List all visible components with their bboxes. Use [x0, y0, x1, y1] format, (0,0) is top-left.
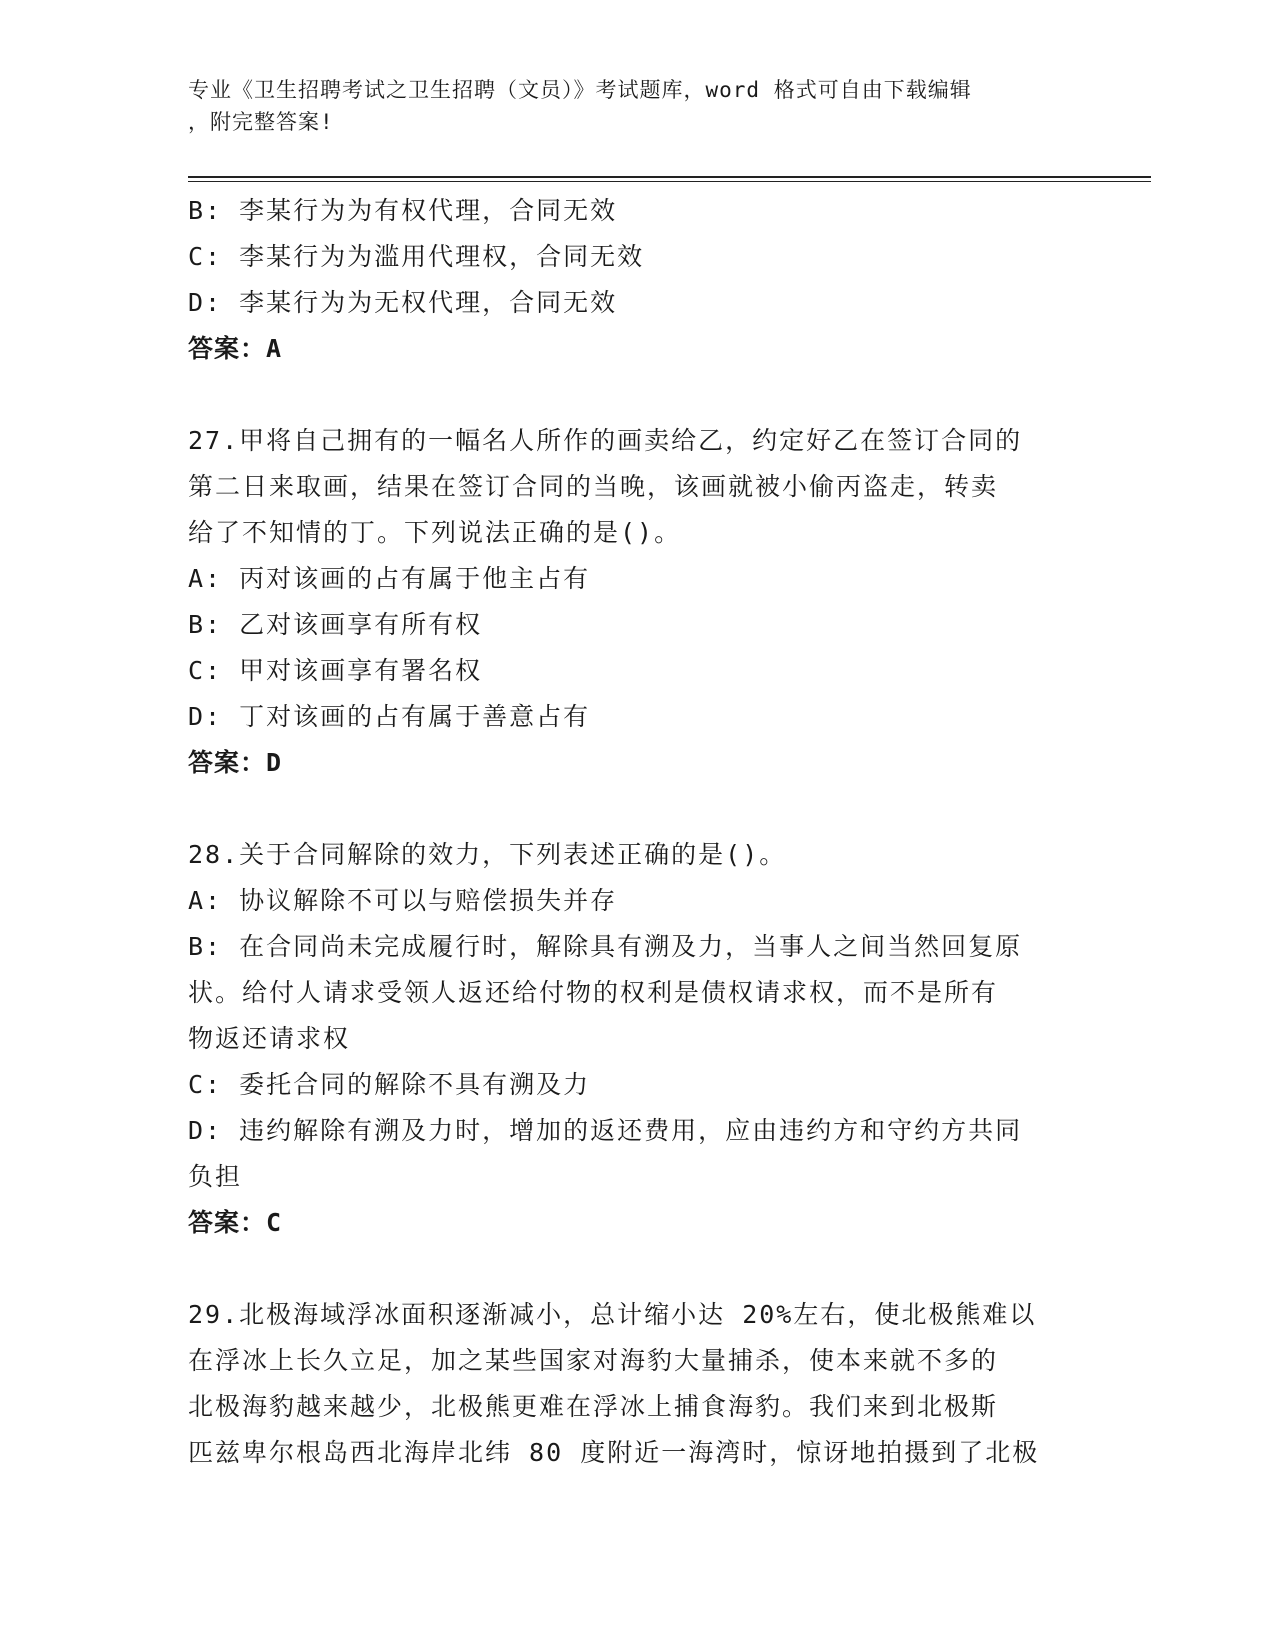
- question-27: [188, 418, 1068, 786]
- q26-option-c: C: 李某行为为滥用代理权，合同无效: [188, 242, 645, 271]
- q27-option-c: C: 甲对该画享有署名权: [188, 656, 483, 685]
- spacer: [188, 372, 1068, 418]
- question-26: [188, 188, 1068, 372]
- q29-stem-line-4: 匹兹卑尔根岛西北海岸北纬 80 度附近一海湾时，惊讶地拍摄到了北极: [188, 1438, 1040, 1467]
- question-29: [188, 1292, 1068, 1476]
- header-line-2: ，附完整答案!: [188, 110, 334, 134]
- spacer: [188, 786, 1068, 832]
- q29-stem-line-2: 在浮冰上长久立足，加之某些国家对海豹大量捕杀，使本来就不多的: [188, 1346, 999, 1375]
- q27-stem-line-1: 27.甲将自己拥有的一幅名人所作的画卖给乙，约定好乙在签订合同的: [188, 426, 1023, 455]
- q26-answer: 答案：A: [188, 334, 283, 363]
- q27-option-d: D: 丁对该画的占有属于善意占有: [188, 702, 591, 731]
- q28-option-c: C: 委托合同的解除不具有溯及力: [188, 1070, 591, 1099]
- header-divider: [188, 176, 1151, 182]
- q28-option-b-line-2: 状。给付人请求受领人返还给付物的权利是债权请求权，而不是所有: [188, 978, 999, 1007]
- document-body: [188, 188, 1068, 1476]
- q26-option-d: D: 李某行为为无权代理，合同无效: [188, 288, 618, 317]
- q28-stem: 28.关于合同解除的效力，下列表述正确的是()。: [188, 840, 787, 869]
- q27-stem-line-3: 给了不知情的丁。下列说法正确的是()。: [188, 518, 682, 547]
- document-header: [188, 74, 1088, 138]
- spacer: [188, 1246, 1068, 1292]
- q27-option-b: B: 乙对该画享有所有权: [188, 610, 483, 639]
- question-28: [188, 832, 1068, 1246]
- q28-option-d-line-1: D: 违约解除有溯及力时，增加的返还费用，应由违约方和守约方共同: [188, 1116, 1023, 1145]
- q27-answer: 答案：D: [188, 748, 283, 777]
- q29-stem-line-1: 29.北极海域浮冰面积逐渐减小，总计缩小达 20%左右，使北极熊难以: [188, 1300, 1037, 1329]
- header-line-1: 专业《卫生招聘考试之卫生招聘（文员）》考试题库，word 格式可自由下载编辑: [188, 78, 972, 102]
- q29-stem-line-3: 北极海豹越来越少，北极熊更难在浮冰上捕食海豹。我们来到北极斯: [188, 1392, 999, 1421]
- q27-stem-line-2: 第二日来取画，结果在签订合同的当晚，该画就被小偷丙盗走，转卖: [188, 472, 999, 501]
- q28-option-d-line-2: 负担: [188, 1162, 243, 1191]
- q28-option-a: A: 协议解除不可以与赔偿损失并存: [188, 886, 618, 915]
- q28-option-b-line-3: 物返还请求权: [188, 1024, 351, 1053]
- q28-option-b-line-1: B: 在合同尚未完成履行时，解除具有溯及力，当事人之间当然回复原: [188, 932, 1023, 961]
- q26-option-b: B: 李某行为为有权代理，合同无效: [188, 196, 618, 225]
- q28-answer: 答案：C: [188, 1208, 283, 1237]
- q27-option-a: A: 丙对该画的占有属于他主占有: [188, 564, 591, 593]
